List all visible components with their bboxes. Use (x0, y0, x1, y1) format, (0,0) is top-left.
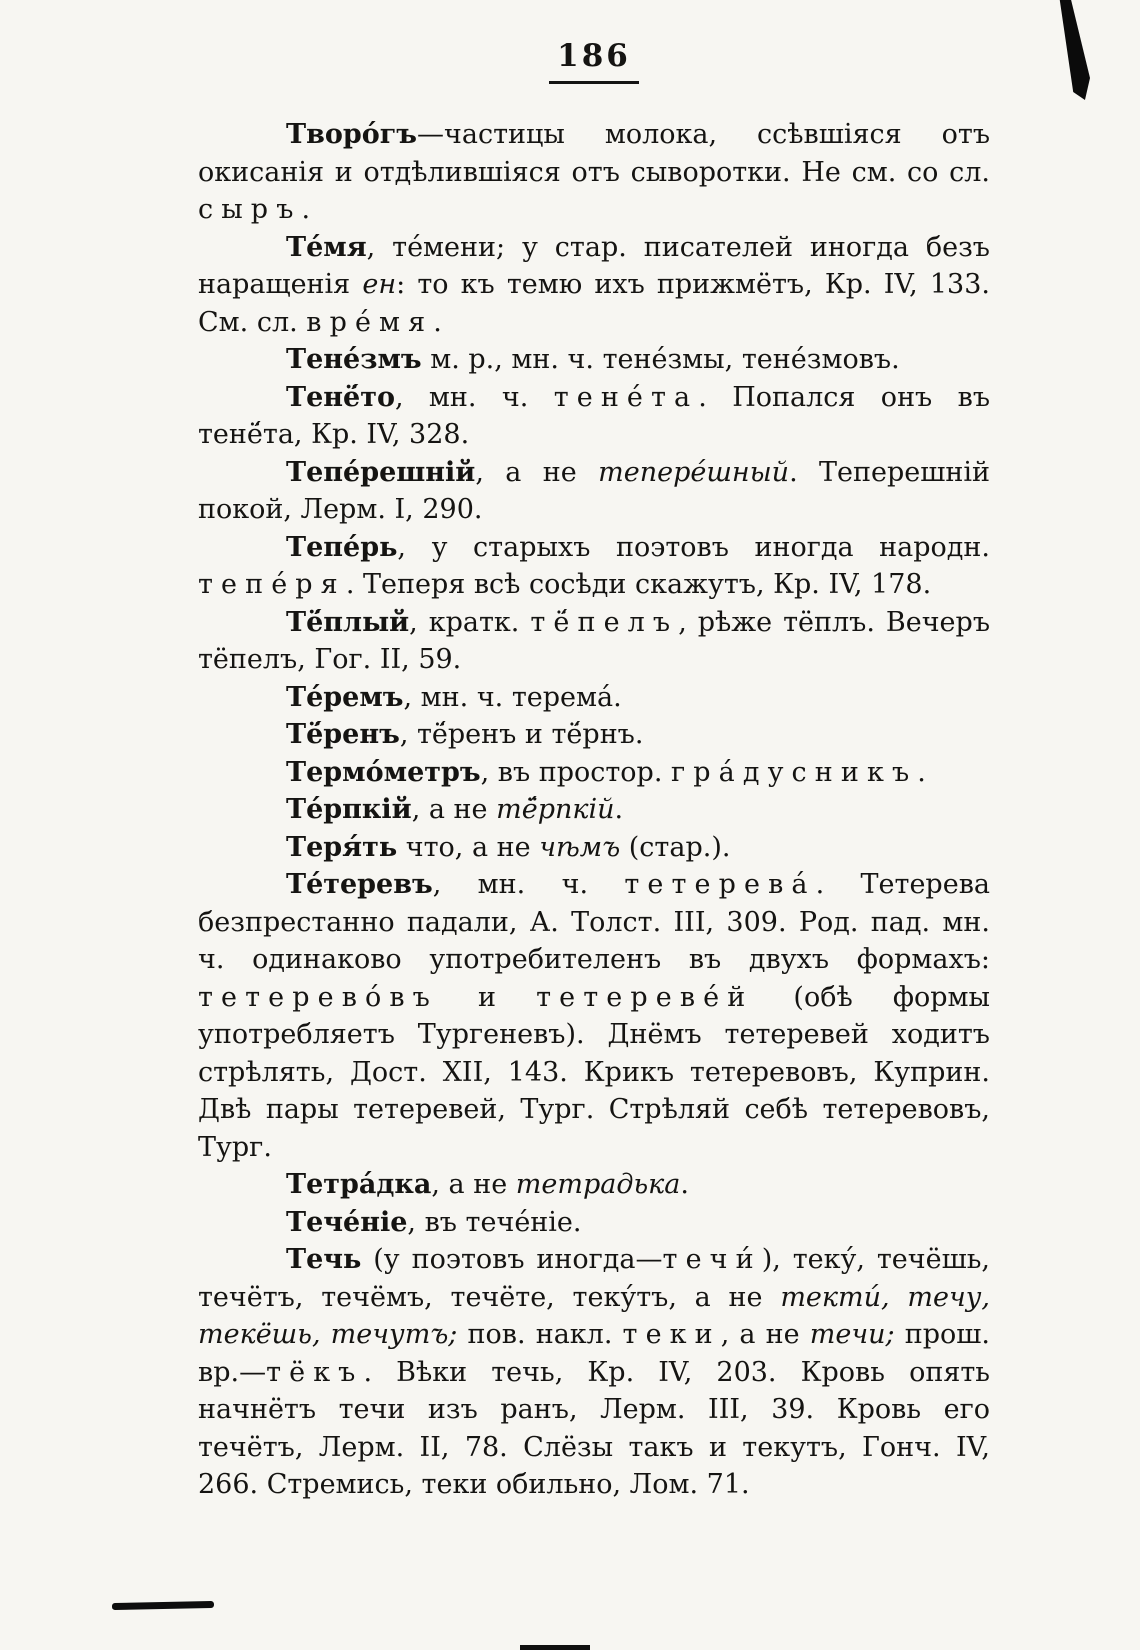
entry-text: . (680, 1169, 689, 1200)
entry-text: , кратк. (409, 606, 531, 638)
entry-text: —частицы молока, ссѣвшіяся отъ окисанія и отдѣлившіяся отъ сыворотки. Не см. со сл. (198, 119, 990, 188)
entry-text: (обѣ формы употребляетъ Тургеневъ). Днёмъ тетеревей ходитъ стрѣлять, Дост. XII, 143. Крикъ тетеревовъ, Куприн. Двѣ пары тетеревей, Тург. Стрѣляй себѣ тетеревовъ, Тург. (198, 981, 990, 1163)
dictionary-entry (198, 116, 990, 229)
entry-text: (стар.). (620, 831, 731, 863)
entry-text: . Вѣки течь, Кр. IV, 203. Кровь опять начнётъ течи изъ ранъ, Лерм. III, 39. Кровь его течётъ, Лерм. II, 78. Слёзы такъ и текутъ, Гонч. IV, 266. Стремись, теки обильно, Лом. 71. (198, 1356, 990, 1500)
headword: Те́рпкій (286, 794, 412, 825)
entry-text: . Попался онъ въ тенё́та, Кр. IV, 328. (198, 381, 991, 450)
entry-text: тене́та (553, 381, 699, 413)
headword: Тетра́дка (286, 1169, 432, 1200)
dictionary-entry (198, 379, 990, 454)
entry-text: . (433, 306, 442, 338)
entry-text: , а не (720, 1319, 810, 1350)
headword: Тене́змъ (286, 344, 422, 375)
dictionary-entry (198, 229, 990, 342)
entry-text: , а не (431, 1169, 516, 1200)
headword: Те́теревъ (286, 869, 433, 900)
dictionary-entry (198, 1204, 990, 1242)
entry-text: . (614, 794, 624, 825)
entry-text: , мн. ч. (432, 869, 625, 900)
page-number: 186 (549, 38, 639, 84)
headword: Те́ремъ (286, 681, 404, 713)
entry-text: тё́пелъ (530, 606, 679, 638)
entry-text: тё́рпкій (496, 794, 615, 825)
page-body (198, 38, 990, 1504)
dictionary-entry (198, 829, 990, 867)
entry-text: ), теку́, течёшь, течётъ, течёмъ, течёте, теку́тъ, а не (198, 1244, 990, 1313)
entry-text: тепе́ря (198, 569, 346, 600)
entry-text: чѣмъ (539, 831, 621, 863)
entry-text: : то къ темю ихъ прижмётъ, Кр. IV, 133. См. сл. (198, 269, 990, 338)
entry-text: . (917, 756, 926, 788)
dictionary-entry (198, 604, 990, 679)
dictionary-entry (198, 679, 990, 717)
entry-text: . Теперя всѣ сосѣди скажутъ, Кр. IV, 178. (345, 569, 932, 600)
entry-text: вре́мя (306, 306, 434, 338)
scan-artifact-corner-mark (1048, 0, 1090, 100)
entry-text: и (437, 981, 537, 1013)
entry-text: теки (622, 1319, 721, 1350)
headword: Тенё́то (286, 381, 395, 413)
entry-text: , а не (475, 456, 599, 488)
entry-text: (у поэтовъ иногда— (361, 1244, 663, 1275)
headword: Те́мя (286, 231, 367, 263)
entry-text: ен (362, 269, 397, 300)
entry-text: . (301, 194, 311, 225)
entry-text: сыръ (198, 194, 302, 225)
entry-text: тепере́шный (598, 456, 790, 488)
page-header (198, 38, 990, 84)
entry-text: , те́мени; у стар. писателей иногда безъ наращенія (198, 231, 990, 300)
entry-text: . Тетерева безпрестанно падали, А. Толст. III, 309. Род. пад. мн. ч. одинаково употребителенъ въ двухъ формахъ: (198, 869, 990, 975)
entry-text: пов. накл. (457, 1319, 623, 1350)
entry-text: , а не (411, 794, 497, 825)
dictionary-entry (198, 866, 990, 1166)
entry-text: текти́, течу, текёшь, течутъ; (198, 1281, 990, 1350)
entries (198, 116, 990, 1504)
scan-artifact-bottom-line (112, 1601, 214, 1610)
dictionary-entry (198, 754, 990, 792)
dictionary-entry (198, 529, 990, 604)
scan-artifact-bottom-edge (520, 1645, 590, 1650)
entry-text: , мн. ч. терема́. (403, 681, 622, 713)
dictionary-entry (198, 1241, 990, 1504)
entry-text: что, а не (397, 831, 540, 863)
headword: Тё́ренъ (286, 719, 400, 750)
dictionary-entry (198, 791, 990, 829)
entry-text: течи́ (662, 1244, 762, 1275)
headword: Теря́ть (286, 831, 398, 863)
entry-text: , рѣже тёплъ. Вечеръ тёпелъ, Гог. II, 59. (198, 606, 990, 675)
entry-text: тетрадька (515, 1169, 681, 1200)
headword: Тече́ніе (286, 1206, 408, 1238)
entry-text: м. р., мн. ч. тене́змы, тене́змовъ. (421, 344, 900, 375)
entry-text: гра́дусникъ (671, 756, 918, 788)
dictionary-entry (198, 454, 990, 529)
dictionary-entry (198, 341, 990, 379)
entry-text: тетереве́й (536, 981, 754, 1013)
headword: Термо́метръ (286, 756, 481, 788)
headword: Течь (286, 1244, 362, 1275)
entry-text: течи; (809, 1319, 895, 1350)
headword: Тепе́рь (286, 531, 398, 563)
headword: Тё́плый (286, 606, 410, 638)
dictionary-entry (198, 716, 990, 754)
dictionary-entry (198, 1166, 990, 1204)
entry-text: , мн. ч. (394, 381, 554, 413)
entry-text: , у старыхъ поэтовъ иногда народн. (397, 531, 990, 563)
entry-text: прош. вр.— (198, 1319, 990, 1388)
entry-text: тетерево́въ (198, 981, 438, 1013)
entry-text: тёкъ (266, 1356, 364, 1388)
headword: Тепе́решній (286, 456, 476, 488)
entry-text: , въ тече́ніе. (407, 1206, 582, 1238)
entry-text: . Теперешній покой, Лерм. I, 290. (198, 456, 990, 525)
headword: Творо́гъ (286, 119, 418, 150)
entry-text: , тё́ренъ и тё́рнъ. (399, 719, 644, 750)
entry-text: , въ простор. (480, 756, 672, 788)
entry-text: тетерева́ (624, 869, 816, 900)
